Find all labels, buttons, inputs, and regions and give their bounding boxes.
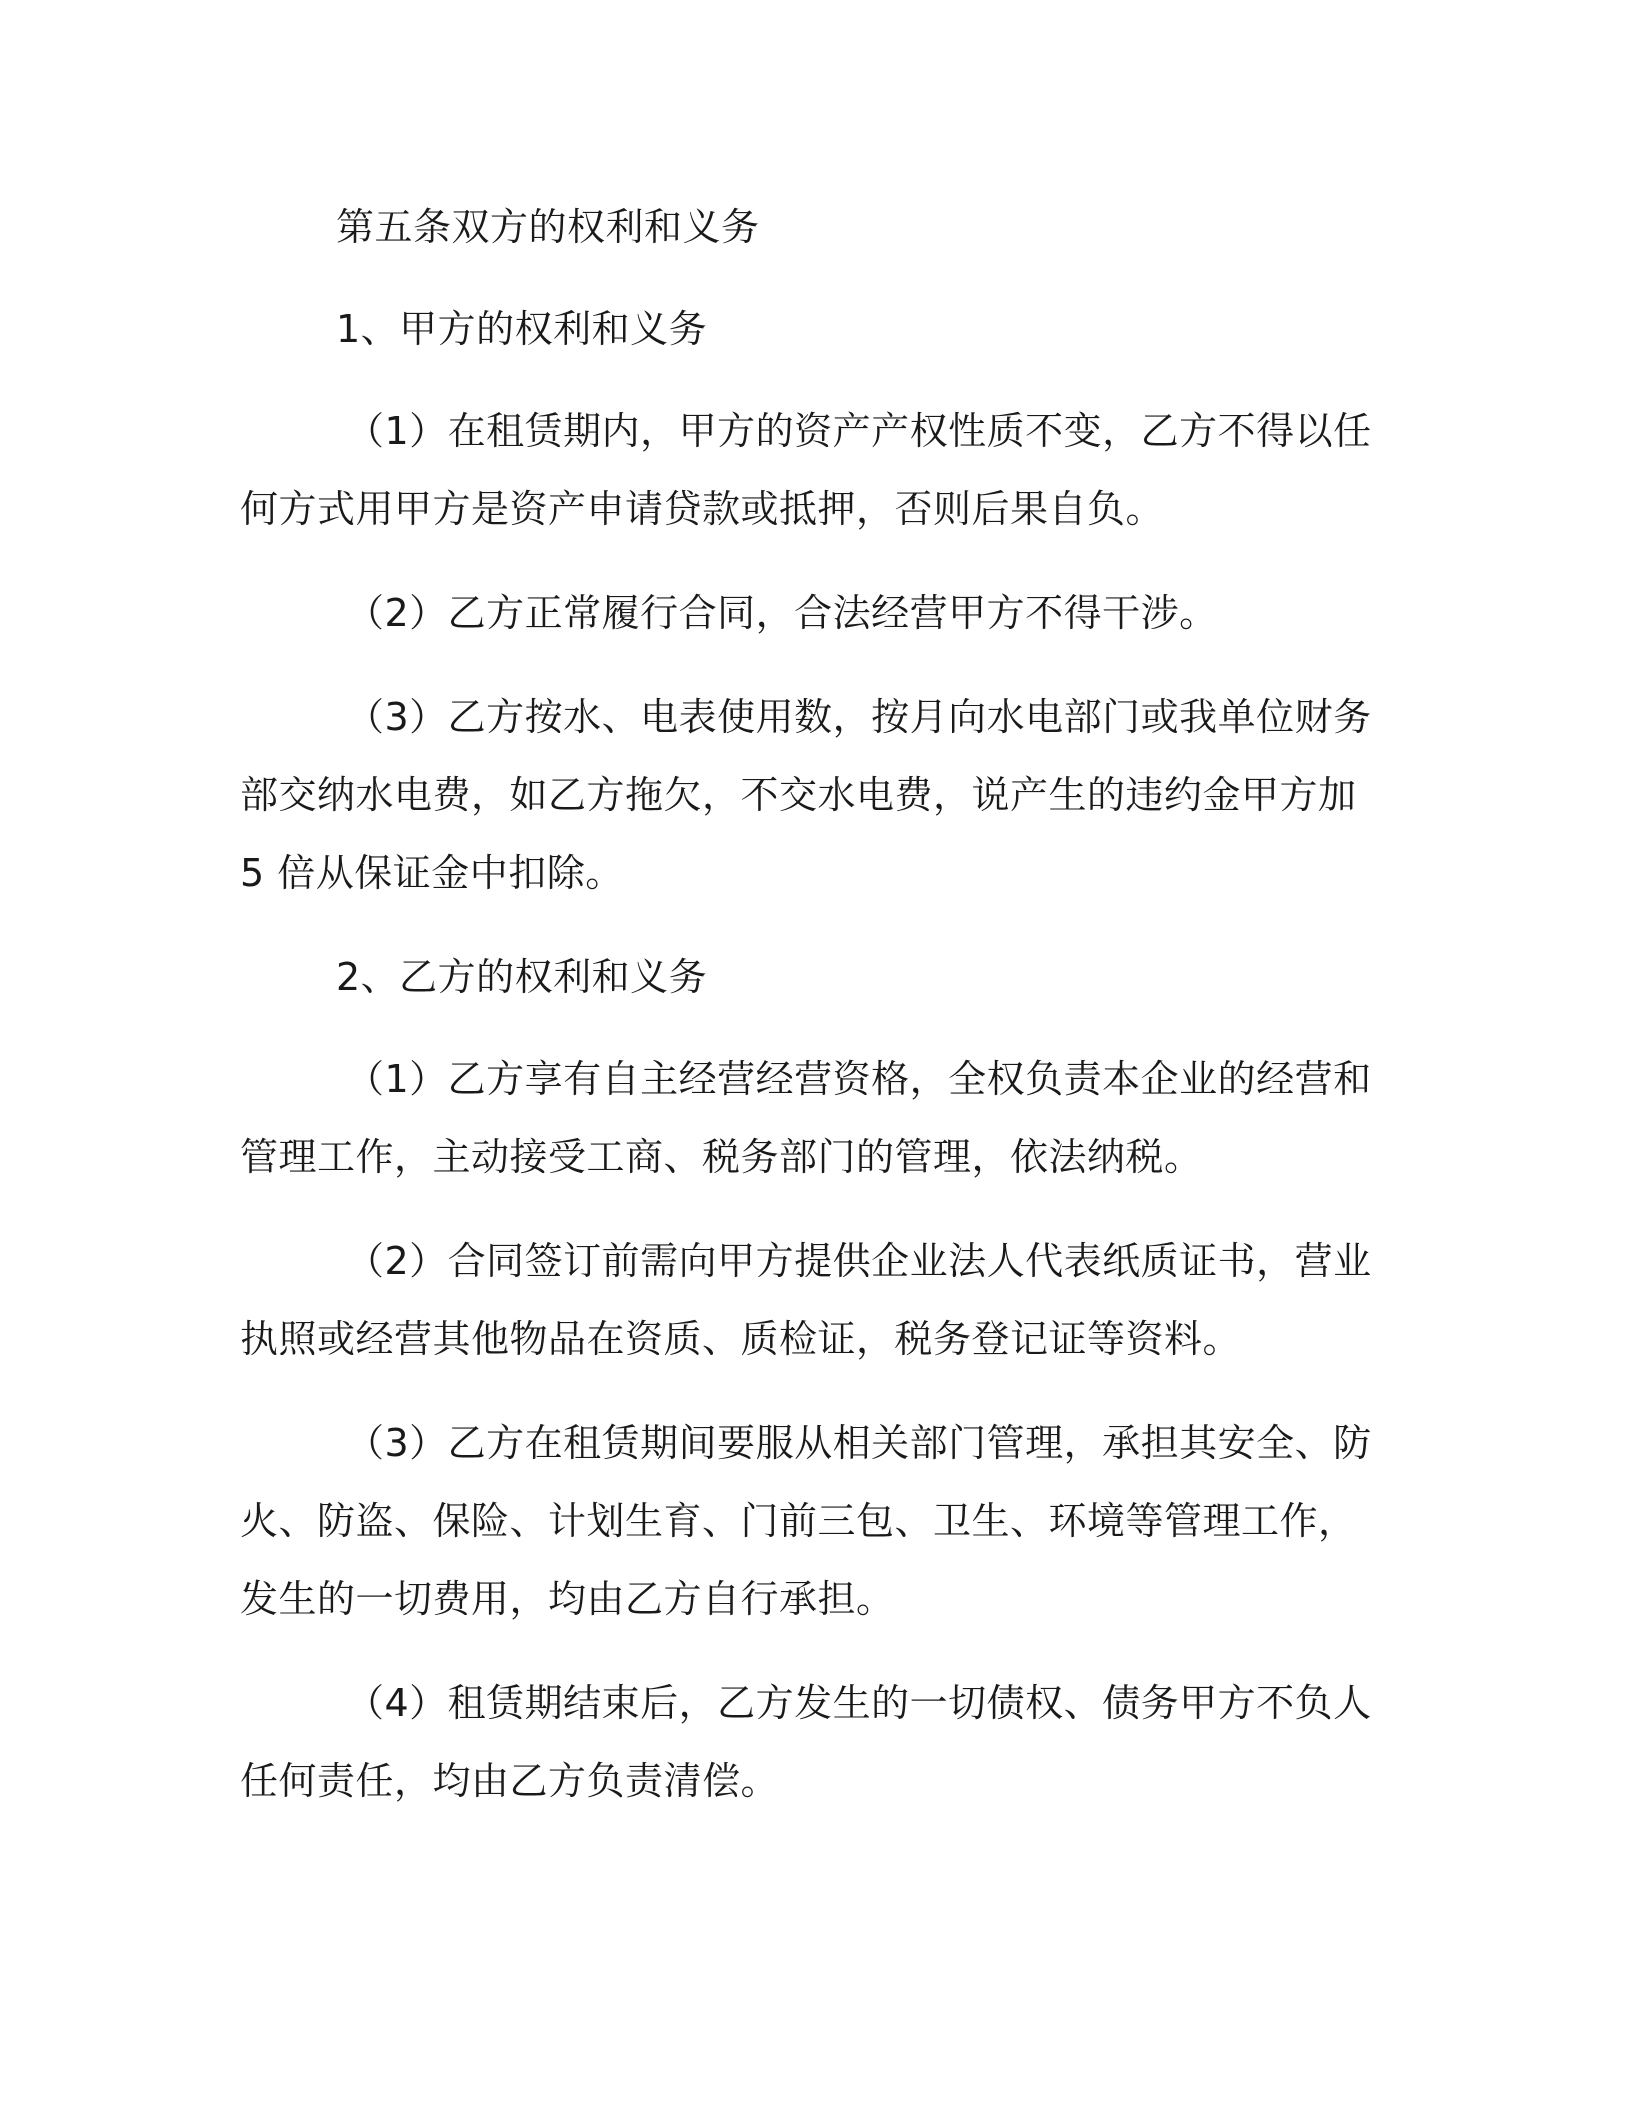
section-1-item-2: （2）乙方正常履行合同，合法经营甲方不得干涉。 — [346, 591, 1218, 635]
section-2-heading: 2、乙方的权利和义务 — [336, 955, 708, 999]
section-2-item-4: （4）租赁期结束后，乙方发生的一切债权、债务甲方不负人任何责任，均由乙方负责清偿。 — [240, 1681, 1372, 1803]
article-title: 第五条双方的权利和义务 — [336, 205, 760, 249]
section-1-item-1: （1）在租赁期内，甲方的资产产权性质不变，乙方不得以任何方式用甲方是资产申请贷款或抵押，否则后果自负。 — [240, 409, 1372, 531]
section-1-heading: 1、甲方的权利和义务 — [336, 307, 708, 351]
section-1-item-3: （3）乙方按水、电表使用数，按月向水电部门或我单位财务部交纳水电费，如乙方拖欠，不交水电费，说产生的违约金甲方加 5 倍从保证金中扣除。 — [240, 695, 1372, 895]
document-body — [240, 188, 1380, 1820]
section-2-item-1: （1）乙方享有自主经营经营资格，全权负责本企业的经营和管理工作，主动接受工商、税务部门的管理，依法纳税。 — [240, 1057, 1372, 1179]
section-2-item-3: （3）乙方在租赁期间要服从相关部门管理，承担其安全、防火、防盗、保险、计划生育、门前三包、卫生、环境等管理工作，发生的一切费用，均由乙方自行承担。 — [240, 1421, 1372, 1621]
section-2-item-2: （2）合同签订前需向甲方提供企业法人代表纸质证书，营业执照或经营其他物品在资质、质检证，税务登记证等资料。 — [240, 1239, 1372, 1361]
